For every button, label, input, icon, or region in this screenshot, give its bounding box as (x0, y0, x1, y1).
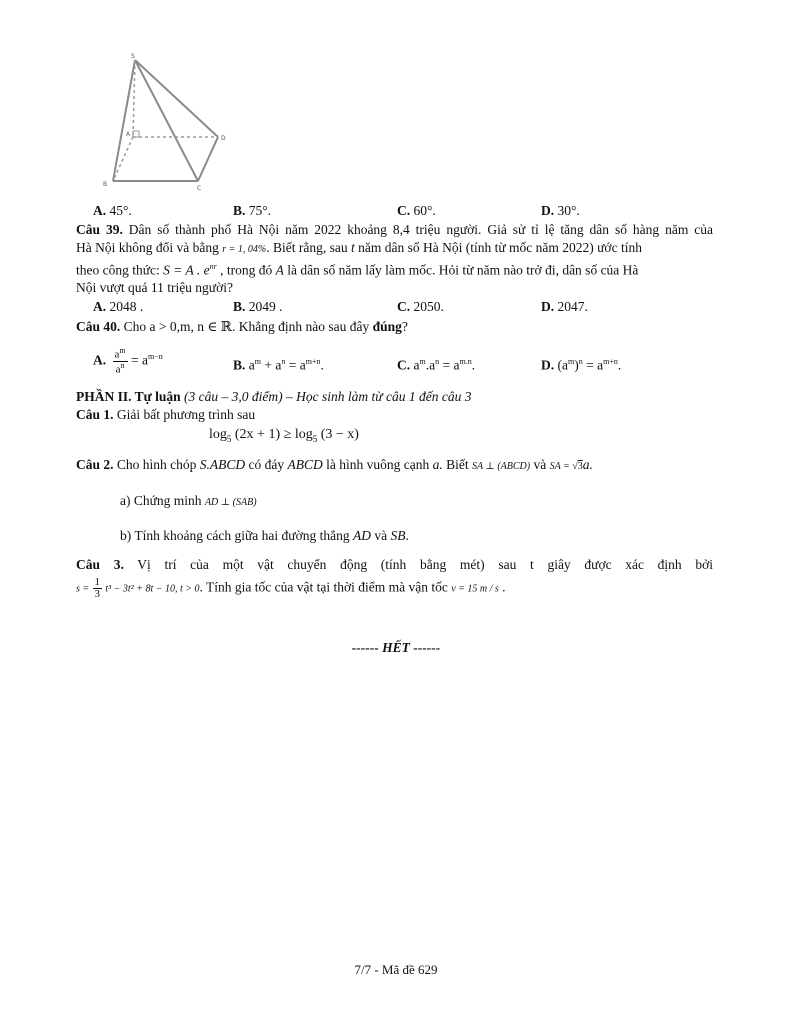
q39-option-b: B. 2049 . (233, 299, 283, 314)
pyramid-figure (100, 50, 240, 192)
q39-formula: S = A . e (163, 262, 210, 278)
part2-heading: PHẦN II. Tự luận (3 câu – 3,0 điểm) – Học sinh làm từ câu 1 đến câu 3 (76, 389, 472, 404)
essay1-inequality: $\log_5 (2x + 1) \ge \log_5 (3 - x)$ (209, 427, 359, 444)
edge-sb (113, 60, 135, 181)
q40-option-a: A. $\frac{a^m}{a^n}$ = $a^{m-n}$ (93, 346, 163, 376)
q40-option-d: D. $(a^m)^n = a^{m+n}$. (541, 357, 622, 373)
essay2-part-a: a) Chứng minh AD ⊥ (SAB) (120, 493, 257, 508)
essay3-line1: Câu 3. Vị trí của một vật chuyển động (tính bằng mét) sau t giây được xác định bởi (76, 557, 714, 572)
q40-head: Câu 40. (76, 319, 121, 334)
edge-cd (198, 137, 218, 181)
essay2-part-b: b) Tính khoảng cách giữa hai đường thẳng AD và SB. (120, 528, 409, 543)
edge-sc (135, 60, 198, 181)
essay2-head: Câu 2. (76, 457, 114, 472)
edge-sd (135, 60, 218, 137)
q40-condition: a > 0,m, n ∈ ℝ (149, 319, 232, 334)
essay3-velocity: v = 15 m / s (451, 583, 499, 595)
q39-line1: Câu 39. Dân số thành phố Hà Nội năm 2022 khoảng 8,4 triệu người. Giả sử tỉ lệ tăng dân số hàng năm của (76, 222, 713, 237)
essay3-head: Câu 3. (76, 557, 124, 572)
q39-rate: r = 1, 04% (222, 244, 267, 255)
label-c: C (197, 185, 202, 192)
page-footer: 7/7 - Mã đề 629 (354, 962, 438, 977)
right-angle-mark (133, 131, 139, 137)
q40-option-c: C. $a^m.a^n = a^{m.n}$. (397, 357, 476, 373)
label-b: B (103, 181, 108, 188)
q38-option-c: C. 60°. (397, 203, 436, 218)
essay2-stem: Câu 2. Cho hình chóp S.ABCD có đáy ABCD là hình vuông cạnh a. Biết SA ⊥ (ABCD) và SA = √3a. (76, 457, 593, 472)
q40-option-b: B. $a^m + a^n = a^{m+n}$. (233, 357, 324, 373)
q40-stem: Câu 40. Cho a > 0,m, n ∈ ℝ. Khẳng định nào sau đây đúng? (76, 319, 408, 334)
essay1-head: Câu 1. (76, 407, 114, 422)
essay2-perp: SA ⊥ (ABCD) (471, 461, 531, 472)
essay1-stem: Câu 1. Giải bất phương trình sau (76, 407, 256, 422)
essay3-line2: s = $\frac{1}{3}$ t³ − 3t² + 8t − 10, t > 0. Tính gia tốc của vật tại thời điểm mà vận tốc v = 15 m / s . (76, 576, 506, 600)
q39-line3: theo công thức: S = A . $e^{nr}$ , trong đó A là dân số năm lấy làm mốc. Hỏi từ năm nào trở đi, dân số của Hà (76, 262, 639, 278)
q39-line2: Hà Nội không đổi và bằng r = 1, 04%. Biết rằng, sau t năm dân số Hà Nội (tính từ mốc năm 2022) ước tính (76, 240, 642, 255)
q38-option-a: A. 45°. (93, 203, 132, 218)
label-d: D (221, 135, 226, 142)
q38-option-b: B. 75°. (233, 203, 272, 218)
q39-option-a: A. 2048 . (93, 299, 144, 314)
q39-head: Câu 39. (76, 222, 123, 237)
end-mark: ------ HẾT ------ (351, 640, 441, 655)
q38-option-d: D. 30°. (541, 203, 580, 218)
q39-line4: Nội vượt quá 11 triệu người? (76, 280, 234, 295)
q39-option-c: C. 2050. (397, 299, 444, 314)
q39-option-d: D. 2047. (541, 299, 588, 314)
label-a: A (126, 131, 131, 138)
essay3-poly: t³ − 3t² + 8t − 10, t > 0 (105, 583, 200, 595)
label-s: S (131, 53, 135, 60)
